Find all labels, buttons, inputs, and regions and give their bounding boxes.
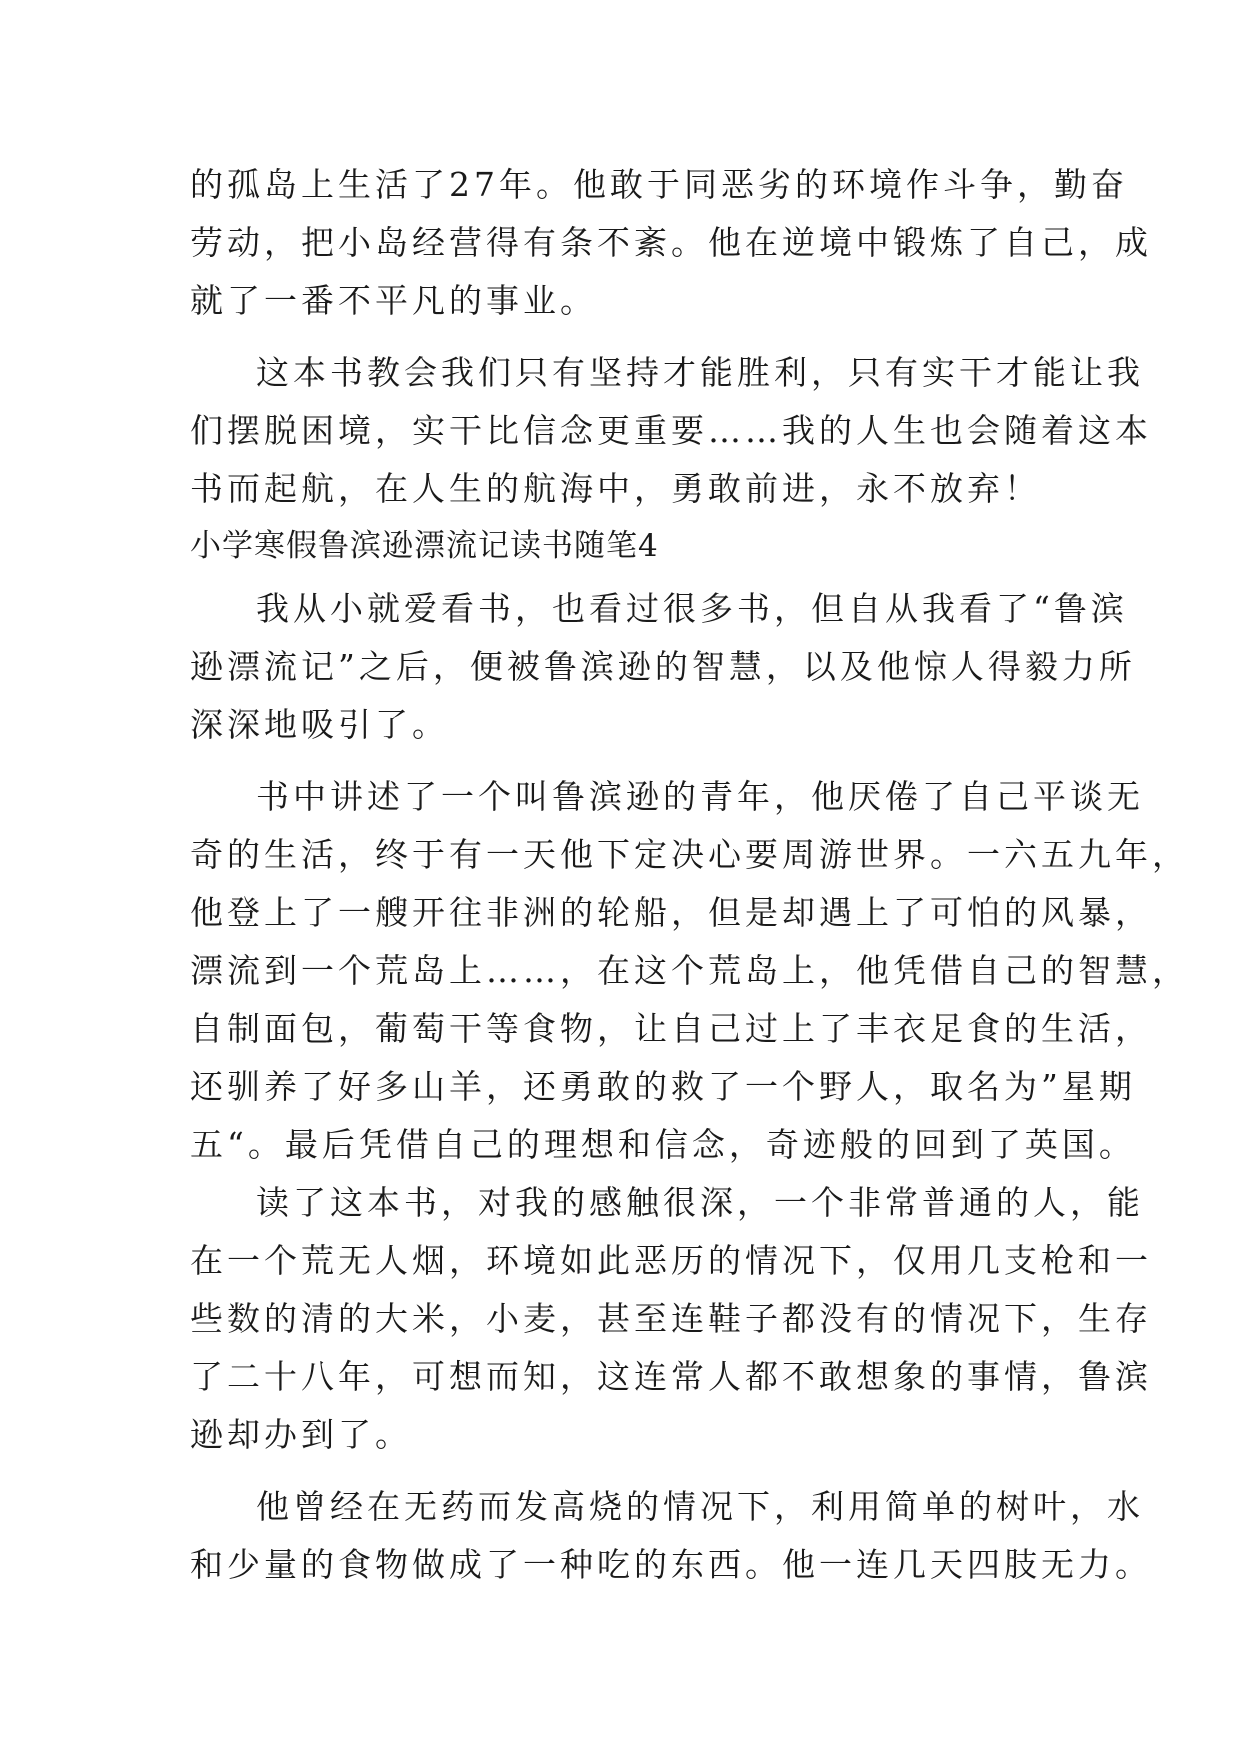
text-line: 劳动，把小岛经营得有条不紊。他在逆境中锻炼了自己，成 bbox=[190, 223, 1152, 262]
text-line: 就了一番不平凡的事业。 bbox=[190, 281, 597, 320]
text-line: 了二十八年，可想而知，这连常人都不敢想象的事情，鲁滨 bbox=[190, 1357, 1152, 1396]
paragraph bbox=[190, 580, 1136, 754]
section-heading: 小学寒假鲁滨逊漂流记读书随笔4 bbox=[190, 528, 659, 564]
text-line: 深深地吸引了。 bbox=[190, 705, 449, 744]
text-line: 奇的生活，终于有一天他下定决心要周游世界。一六五九年， bbox=[190, 835, 1189, 874]
text-line: 自制面包，葡萄干等食物，让自己过上了丰衣足食的生活， bbox=[190, 1009, 1152, 1048]
text-line: 的孤岛上生活了27年。他敢于同恶劣的环境作斗争，勤奋 bbox=[190, 165, 1128, 204]
text-line: 漂流到一个荒岛上……，在这个荒岛上，他凭借自己的智慧， bbox=[190, 951, 1189, 990]
text-line: 们摆脱困境，实干比信念更重要……我的人生也会随着这本 bbox=[190, 411, 1152, 450]
text-line: 在一个荒无人烟，环境如此恶历的情况下，仅用几支枪和一 bbox=[190, 1241, 1152, 1280]
paragraph bbox=[190, 768, 1189, 1174]
text-line: 这本书教会我们只有坚持才能胜利，只有实干才能让我 bbox=[256, 353, 1144, 392]
text-line: 他登上了一艘开往非洲的轮船，但是却遇上了可怕的风暴， bbox=[190, 893, 1152, 932]
text-line: 五“。最后凭借自己的理想和信念，奇迹般的回到了英国。 bbox=[190, 1125, 1136, 1164]
text-line: 读了这本书，对我的感触很深，一个非常普通的人，能 bbox=[256, 1183, 1144, 1222]
text-line: 书而起航，在人生的航海中，勇敢前进，永不放弃！ bbox=[190, 469, 1041, 508]
text-line: 他曾经在无药而发高烧的情况下，利用简单的树叶，水 bbox=[256, 1487, 1144, 1526]
text-line: 书中讲述了一个叫鲁滨逊的青年，他厌倦了自己平谈无 bbox=[256, 777, 1144, 816]
document-body bbox=[190, 156, 1189, 1594]
paragraph bbox=[190, 156, 1152, 330]
text-line: 我从小就爱看书，也看过很多书，但自从我看了“鲁滨 bbox=[256, 589, 1128, 628]
text-line: 些数的清的大米，小麦，甚至连鞋子都没有的情况下，生存 bbox=[190, 1299, 1152, 1338]
paragraph bbox=[190, 344, 1152, 518]
text-line: 逊却办到了。 bbox=[190, 1415, 412, 1454]
paragraph bbox=[190, 1174, 1152, 1464]
text-line: 逊漂流记”之后，便被鲁滨逊的智慧，以及他惊人得毅力所 bbox=[190, 647, 1136, 686]
paragraph bbox=[190, 1478, 1152, 1594]
text-line: 还驯养了好多山羊，还勇敢的救了一个野人，取名为”星期 bbox=[190, 1067, 1136, 1106]
text-line: 和少量的食物做成了一种吃的东西。他一连几天四肢无力。 bbox=[190, 1545, 1152, 1584]
